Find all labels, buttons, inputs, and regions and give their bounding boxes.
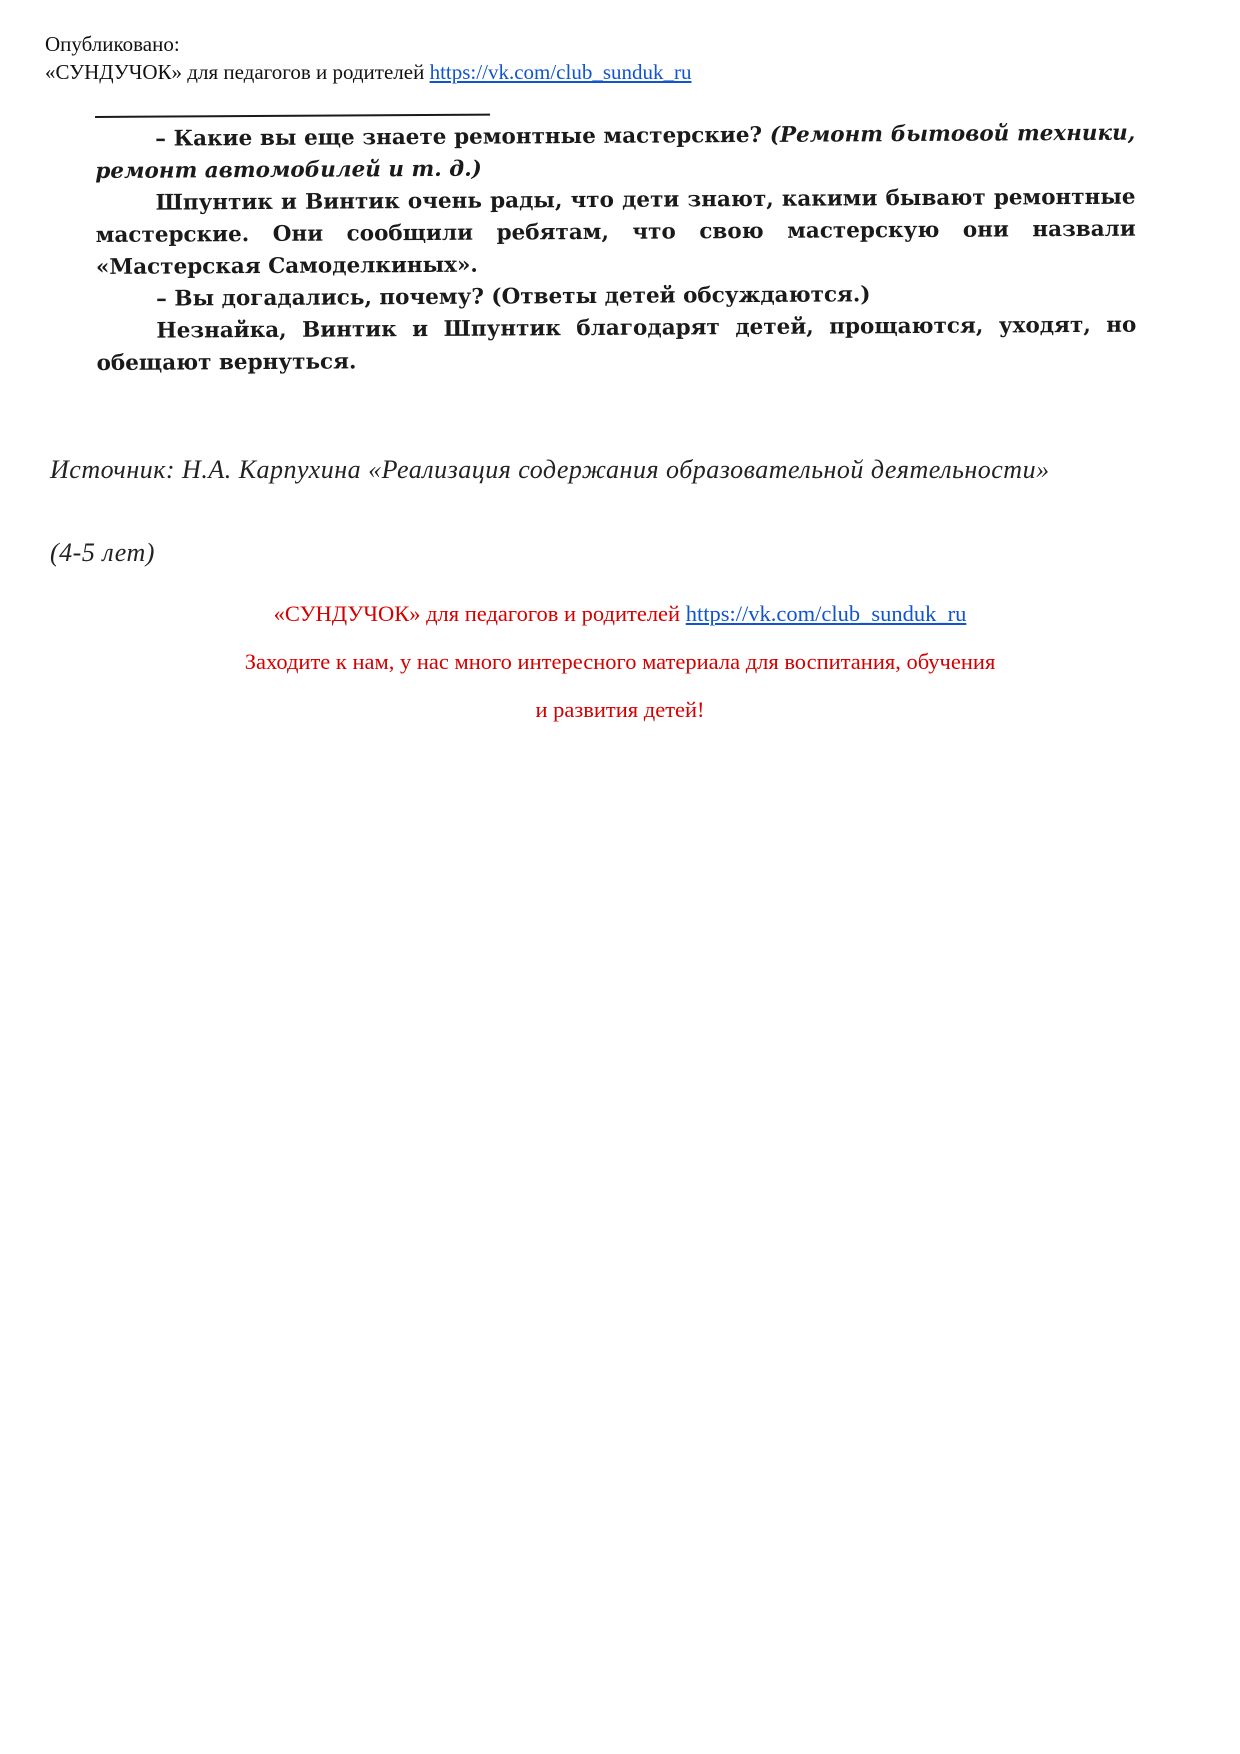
promo-site-text: «СУНДУЧОК» для педагогов и родителей — [273, 601, 681, 626]
scan-top-rule — [95, 114, 490, 118]
promo-vk-link[interactable]: https://vk.com/club_sunduk_ru — [685, 601, 967, 626]
header-vk-link[interactable]: https://vk.com/club_sunduk_ru — [429, 60, 692, 84]
header-site-text: «СУНДУЧОК» для педагогов и родителей — [45, 60, 425, 84]
question-1-text: – Какие вы еще знаете ремонтные мастерские? — [155, 122, 763, 152]
age-range: (4-5 лет) — [50, 538, 155, 567]
scanned-text-block — [95, 106, 1137, 380]
question-1-answer: (Ремонт бытовой техники, ремонт автомобилей и т. д.) — [95, 120, 1136, 184]
header-site-line — [45, 58, 692, 86]
scan-paragraph-2: Шпунтик и Винтик очень рады, что дети знают, какими бывают ремонтные мастерские. Они сообщили ребятам, что свою мастерскую они назвали «Мастерская Самоделкиных». — [95, 184, 1136, 280]
promo-invite-line-2: и развития детей! — [535, 697, 705, 722]
promo-site-line — [0, 590, 1240, 638]
published-label: Опубликовано: — [45, 32, 180, 56]
publication-header — [45, 30, 692, 86]
scan-paragraph-3: Незнайка, Винтик и Шпунтик благодарят детей, прощаются, уходят, но обещают вернуться. — [96, 312, 1137, 376]
source-citation: Источник: Н.А. Карпухина «Реализация содержания образовательной деятельности» — [50, 455, 1050, 484]
promo-block — [0, 590, 1240, 734]
scan-question-1 — [95, 118, 1135, 188]
scan-question-2: – Вы догадались, почему? (Ответы детей обсуждаются.) — [156, 282, 871, 312]
promo-invite-line: Заходите к нам, у нас много интересного материала для воспитания, обучения — [244, 649, 996, 674]
